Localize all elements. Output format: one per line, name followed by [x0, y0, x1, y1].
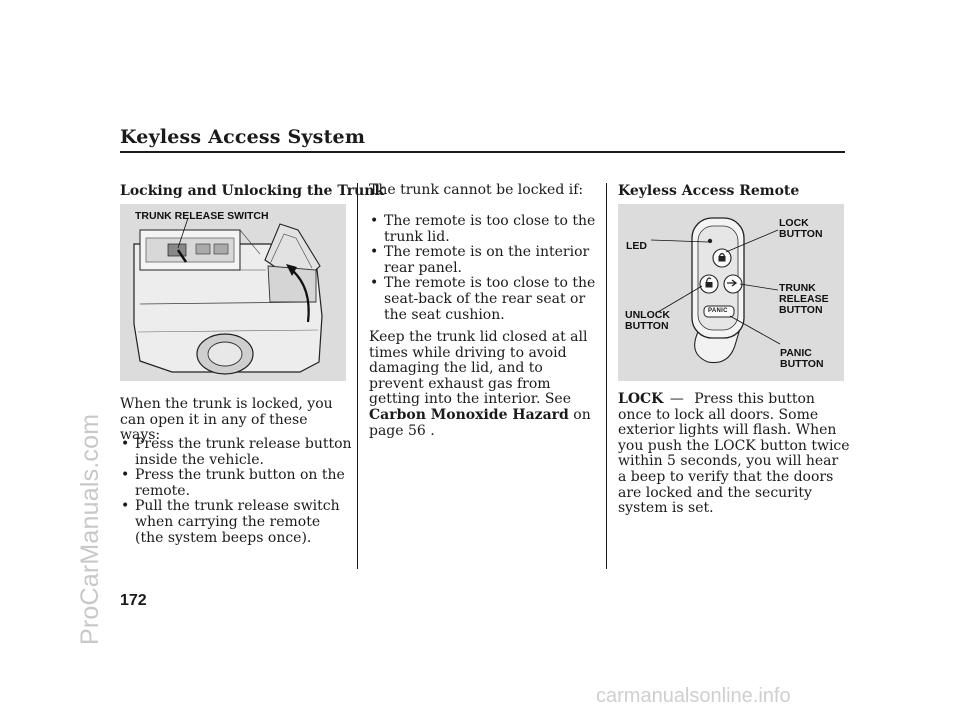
list-item	[120, 468, 352, 499]
page-number: 172	[120, 592, 147, 609]
list-item-text: • Press the trunk release button inside the vehicle.	[135, 436, 352, 468]
label-panic-button: PANIC BUTTON	[780, 347, 824, 370]
list-item-text: • The remote is too close to the trunk lid.	[384, 213, 596, 245]
column-divider-left	[357, 183, 358, 569]
label-lock-button: LOCK BUTTON	[779, 217, 823, 240]
list-item-text: • The remote is on the interior rear panel.	[384, 244, 590, 276]
list-item	[369, 214, 597, 245]
trunk-open-methods-list	[120, 437, 352, 546]
trunk-figure	[120, 204, 346, 381]
carbon-monoxide-hazard-link[interactable]: Carbon Monoxide Hazard	[369, 406, 569, 423]
list-item-text: • Pull the trunk release switch when carrying the remote (the system beeps once).	[135, 498, 340, 546]
label-unlock-button: UNLOCK BUTTON	[625, 309, 670, 332]
lock-dash: —	[669, 391, 684, 407]
list-item-text: • Press the trunk button on the remote.	[135, 467, 345, 499]
trunk-intro-text: When the trunk is locked, you can open it in any of these ways:	[120, 396, 333, 444]
figure-label-trunk-release-switch: TRUNK RELEASE SWITCH	[135, 210, 269, 222]
trunk-closed-paragraph	[369, 330, 601, 439]
car-rear-illustration	[120, 204, 346, 381]
label-led: LED	[626, 240, 647, 252]
lock-button-description	[618, 392, 850, 517]
list-item-text: • The remote is too close to the seat-back of the rear seat or the seat cushion.	[384, 275, 596, 323]
list-item	[120, 437, 352, 468]
section-heading-remote: Keyless Access Remote	[618, 183, 800, 199]
section-heading-trunk: Locking and Unlocking the Trunk	[120, 183, 385, 199]
side-watermark: ProCarManuals.com	[76, 413, 104, 645]
list-item	[369, 245, 597, 276]
title-rule	[120, 151, 845, 153]
column-divider-right	[606, 183, 607, 569]
paragraph-text: Keep the trunk lid closed at all times while driving to avoid damaging the lid, and to prevent exhaust gas from getting into the interior. See	[369, 329, 588, 408]
page-title: Keyless Access System	[120, 126, 366, 148]
lock-conditions-list	[369, 214, 597, 323]
list-item	[369, 276, 597, 323]
lock-text: Press this button once to lock all doors. Some exterior lights will flash. When you push the LOCK button twice within 5 seconds, you will hear a beep to verify that the doors are locked and the security system is set.	[618, 391, 850, 517]
panic-key-text: PANIC	[708, 308, 728, 314]
page-reference: on page 56 .	[369, 406, 591, 439]
label-trunk-release-button: TRUNK RELEASE BUTTON	[779, 282, 829, 316]
list-item	[120, 499, 352, 546]
remote-figure	[618, 204, 844, 381]
bottom-watermark: carmanualsonline.info	[596, 685, 791, 707]
lock-conditions-intro: The trunk cannot be locked if:	[369, 182, 584, 198]
lock-term: LOCK	[618, 391, 664, 407]
